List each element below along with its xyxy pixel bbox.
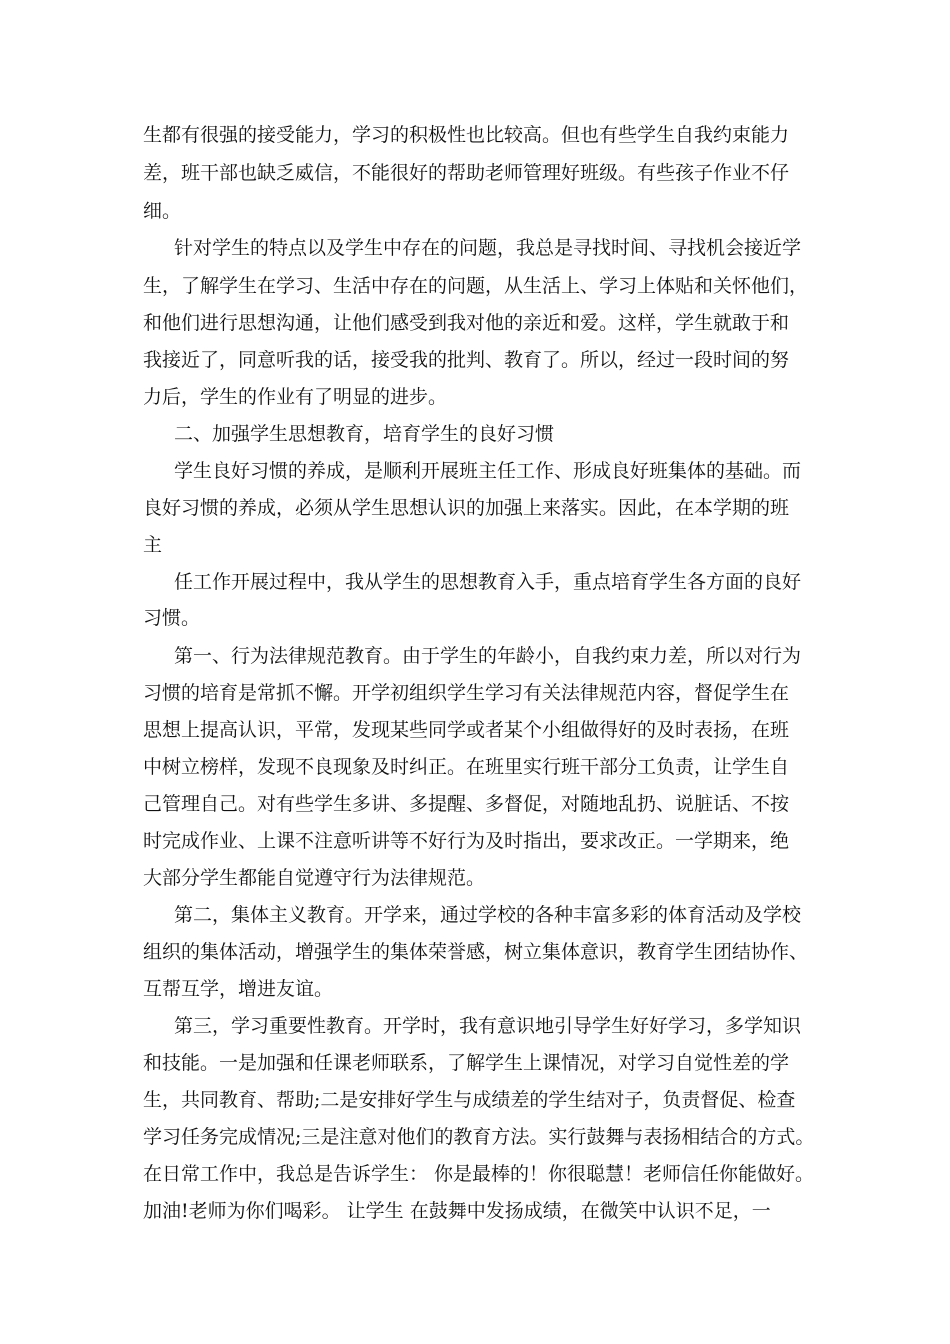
text-line: 大部分学生都能自觉遵守行为法律规范。 xyxy=(143,867,486,889)
text-line: 差，班干部也缺乏威信，不能很好的帮助老师管理好班级。有些孩子作业不仔 xyxy=(143,162,790,184)
text-line: 中树立榜样，发现不良现象及时纠正。在班里实行班干部分工负责，让学生自 xyxy=(143,756,790,778)
text-line: 主 xyxy=(143,534,163,556)
text-line: 思想上提高认识，平常，发现某些同学或者某个小组做得好的及时表扬，在班 xyxy=(143,719,790,741)
text-line: 习惯。 xyxy=(143,607,201,629)
paragraph-first-line: 任工作开展过程中，我从学生的思想教育入手，重点培育学生各方面的良好 xyxy=(174,571,802,593)
text-line: 力后，学生的作业有了明显的进步。 xyxy=(143,386,448,408)
text-line: 学习任务完成情况;三是注意对他们的教育方法。实行鼓舞与表扬相结合的方式。 xyxy=(143,1126,815,1148)
text-line: 我接近了，同意听我的话，接受我的批判、教育了。所以，经过一段时间的努 xyxy=(143,349,790,371)
text-line: 加油!老师为你们喝彩。 让学生 在鼓舞中发扬成绩，在微笑中认识不足，一 xyxy=(143,1200,771,1222)
text-line: 互帮互学，增进友谊。 xyxy=(143,978,334,1000)
paragraph-first-line: 第三，学习重要性教育。开学时，我有意识地引导学生好好学习，多学知识 xyxy=(174,1015,802,1037)
text-line: 时完成作业、上课不注意听讲等不好行为及时指出，要求改正。一学期来，绝 xyxy=(143,830,790,852)
text-line: 生都有很强的接受能力，学习的积极性也比较高。但也有些学生自我约束能力 xyxy=(143,124,790,146)
text-line: 己管理自己。对有些学生多讲、多提醒、多督促，对随地乱扔、说脏话、不按 xyxy=(143,793,790,815)
text-line: 生，了解学生在学习、生活中存在的问题，从生活上、学习上体贴和关怀他们， xyxy=(143,275,809,297)
paragraph-first-line: 第二，集体主义教育。开学来，通过学校的各种丰富多彩的体育活动及学校 xyxy=(174,904,802,926)
text-line: 习惯的培育是常抓不懈。开学初组织学生学习有关法律规范内容，督促学生在 xyxy=(143,682,790,704)
section-heading: 二、加强学生思想教育，培育学生的良好习惯 xyxy=(174,423,555,445)
text-line: 良好习惯的养成，必须从学生思想认识的加强上来落实。因此，在本学期的班 xyxy=(143,497,790,519)
text-line: 组织的集体活动，增强学生的集体荣誉感，树立集体意识，教育学生团结协作、 xyxy=(143,941,809,963)
text-line: 生，共同教育、帮助;二是安排好学生与成绩差的学生结对子，负责督促、检查 xyxy=(143,1089,796,1111)
text-line: 和他们进行思想沟通，让他们感受到我对他的亲近和爱。这样，学生就敢于和 xyxy=(143,312,790,334)
paragraph-first-line: 第一、行为法律规范教育。由于学生的年龄小，自我约束力差，所以对行为 xyxy=(174,645,802,667)
text-line: 细。 xyxy=(143,200,182,222)
text-line: 和技能。一是加强和任课老师联系，了解学生上课情况，对学习自觉性差的学 xyxy=(143,1052,790,1074)
text-line: 在日常工作中，我总是告诉学生： 你是最棒的！你很聪慧！老师信任你能做好。 xyxy=(143,1163,815,1185)
paragraph-first-line: 学生良好习惯的养成，是顺利开展班主任工作、形成良好班集体的基础。而 xyxy=(174,460,802,482)
paragraph-first-line: 针对学生的特点以及学生中存在的问题，我总是寻找时间、寻找机会接近学 xyxy=(174,237,802,259)
